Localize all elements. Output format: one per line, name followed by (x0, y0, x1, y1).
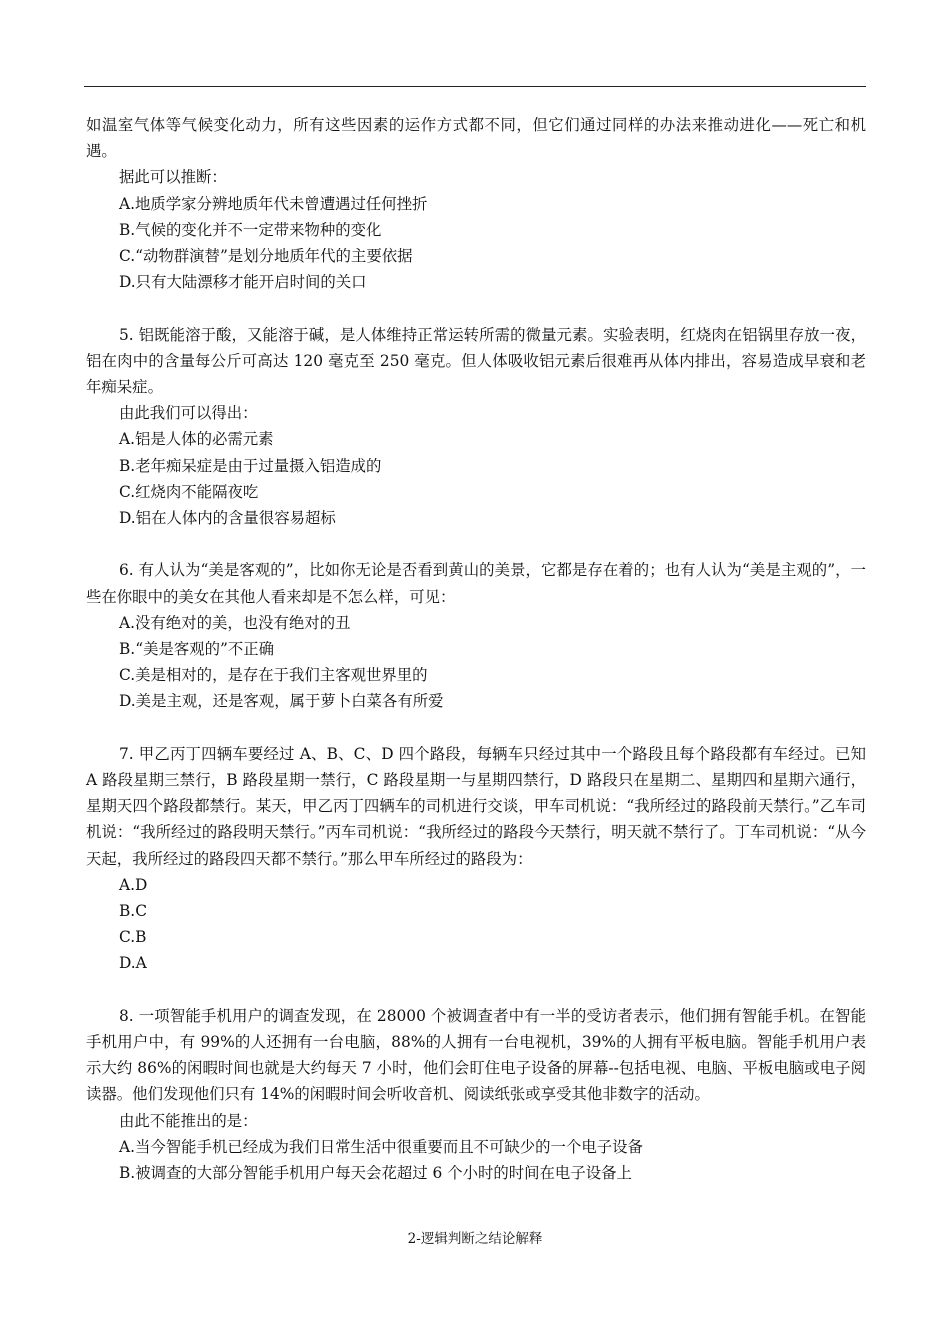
continuation-text: 如温室气体等气候变化动力，所有这些因素的运作方式都不同，但它们通过同样的办法来推动进化——死亡和机遇。 (86, 116, 866, 161)
option: A.当今智能手机已经成为我们日常生活中很重要而且不可缺少的一个电子设备 (119, 1137, 643, 1156)
header-rule (84, 86, 866, 87)
document-body (86, 112, 866, 1186)
option: A.地质学家分辨地质年代未曾遭遇过任何挫折 (119, 194, 428, 213)
question-5-stem: 5. 铝既能溶于酸，又能溶于碱，是人体维持正常运转所需的微量元素。实验表明，红烧肉在铝锅里存放一夜，铝在肉中的含量每公斤可高达 120 毫克至 250 毫克。但人体吸收铝元素后很难再从体内排出，容易造成早衰和老年痴呆症。 (86, 325, 866, 397)
option: C.红烧肉不能隔夜吃 (119, 482, 259, 501)
option: B.C (119, 902, 147, 921)
spacer (86, 715, 866, 741)
question-6-stem: 6. 有人认为“美是客观的”，比如你无论是否看到黄山的美景，它都是存在着的；也有人认为“美是主观的”，一些在你眼中的美女在其他人看来却是不怎么样，可见： (86, 561, 866, 606)
option: D.美是主观，还是客观，属于萝卜白菜各有所爱 (119, 692, 444, 711)
spacer (86, 977, 866, 1003)
page-footer: 2-逻辑判断之结论解释 (407, 1231, 543, 1247)
option: B.“美是客观的”不正确 (119, 640, 275, 659)
spacer (86, 531, 866, 557)
option: D.铝在人体内的含量很容易超标 (119, 509, 336, 528)
option: B.老年痴呆症是由于过量摄入铝造成的 (119, 456, 382, 475)
option: C.B (119, 928, 147, 947)
question-8-prompt: 由此不能推出的是： (119, 1111, 258, 1130)
option: A.D (119, 875, 148, 894)
option: B.气候的变化并不一定带来物种的变化 (119, 220, 382, 239)
question-7-stem: 7. 甲乙丙丁四辆车要经过 A、B、C、D 四个路段，每辆车只经过其中一个路段且每个路段都有车经过。已知 A 路段星期三禁行，B 路段星期一禁行，C 路段星期一与星期四禁行，D 路段只在星期二、星期四和星期六通行，星期天四个路段都禁行。某天，甲乙丙丁四辆车的司机进行交谈，甲车司机说：“我所经过的路段前天禁行。”乙车司机说：“我所经过的路段明天禁行。”丙车司机说：“我所经过的路段今天禁行，明天就不禁行了。丁车司机说：“从今天起，我所经过的路段四天都不禁行。”那么甲车所经过的路段为： (86, 744, 866, 868)
question-8-stem: 8. 一项智能手机用户的调查发现，在 28000 个被调查者中有一半的受访者表示，他们拥有智能手机。在智能手机用户中，有 99%的人还拥有一台电脑，88%的人拥有一台电视机，39%的人拥有平板电脑。智能手机用户表示大约 86%的闲暇时间也就是大约每天 7 小时，他们会盯住电子设备的屏幕--包括电视、电脑、平板电脑或电子阅读器。他们发现他们只有 14%的闲暇时间会听收音机、阅读纸张或享受其他非数字的活动。 (86, 1006, 866, 1104)
option: D.A (119, 954, 147, 973)
option: A.没有绝对的美，也没有绝对的丑 (119, 613, 351, 632)
option: C.美是相对的，是存在于我们主客观世界里的 (119, 666, 428, 685)
option: A.铝是人体的必需元素 (119, 430, 274, 449)
question-5-prompt: 由此我们可以得出： (119, 404, 258, 423)
spacer (86, 295, 866, 321)
option: D.只有大陆漂移才能开启时间的关口 (119, 273, 367, 292)
option: C.“动物群演替”是划分地质年代的主要依据 (119, 247, 413, 266)
continuation-prompt: 据此可以推断： (119, 168, 227, 187)
option: B.被调查的大部分智能手机用户每天会花超过 6 个小时的时间在电子设备上 (119, 1164, 632, 1183)
